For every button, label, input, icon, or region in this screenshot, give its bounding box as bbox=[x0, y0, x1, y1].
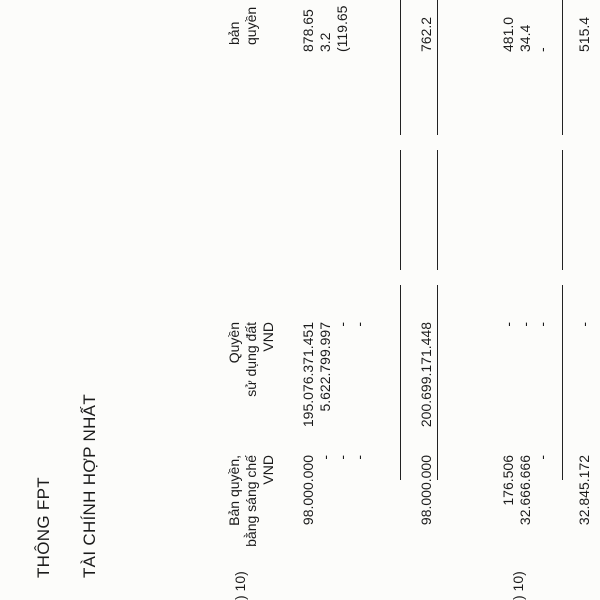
rule-8 bbox=[562, 150, 563, 270]
col1-r2: 5.622.799.997 bbox=[317, 322, 333, 412]
col2-r1: 98.000.000 bbox=[300, 455, 316, 526]
rule-1 bbox=[400, 285, 401, 480]
col3-values-a bbox=[300, 6, 351, 52]
col3-r5: 481.0 bbox=[500, 16, 516, 52]
rule-4 bbox=[437, 285, 438, 480]
col1-header-line1: Quyền bbox=[226, 322, 242, 364]
col2-total1: 98.000.000 bbox=[418, 455, 434, 526]
col3-r7: - bbox=[534, 47, 550, 52]
col1-header bbox=[226, 322, 277, 397]
col2-header-line2: bằng sáng chế bbox=[243, 455, 259, 547]
col2-values-b bbox=[500, 455, 551, 525]
col1-values-a bbox=[300, 322, 368, 427]
note-ref-2: ) 10) bbox=[510, 571, 526, 600]
col2-header-line1: Bản quyền, bbox=[226, 455, 242, 526]
statement-title-fragment: TÀI CHÍNH HỢP NHẤT bbox=[80, 393, 99, 578]
col3-total2: 515.4 bbox=[576, 16, 592, 52]
col3-r1: 878.65 bbox=[300, 9, 316, 52]
col2-header bbox=[226, 455, 277, 547]
col1-r1: 195.076.371.451 bbox=[300, 322, 316, 428]
col1-header-line2: sử dụng đất bbox=[243, 322, 259, 397]
col3-total1: 762.2 bbox=[418, 16, 434, 52]
col1-r3: - bbox=[334, 322, 350, 327]
col3-r2: 3.2 bbox=[317, 32, 333, 52]
rule-2 bbox=[400, 150, 401, 270]
col1-header-line3: VND bbox=[260, 322, 276, 352]
col2-r6: 32.666.666 bbox=[517, 455, 533, 526]
col2-values-a bbox=[300, 455, 368, 525]
col1-total2: - bbox=[576, 322, 592, 327]
col2-r3: - bbox=[334, 455, 350, 460]
col1-r6: - bbox=[517, 322, 533, 327]
rule-9 bbox=[562, 0, 563, 135]
col3-values-b bbox=[500, 17, 551, 52]
col1-r4: - bbox=[351, 322, 367, 327]
col2-r7: - bbox=[534, 455, 550, 460]
company-name-fragment: THÔNG FPT bbox=[34, 477, 53, 578]
col1-r5: - bbox=[500, 322, 516, 327]
rule-7 bbox=[562, 285, 563, 480]
col3-r4: (119.65 bbox=[334, 5, 350, 52]
col2-r4: - bbox=[351, 455, 367, 460]
col2-r5: 176.506 bbox=[500, 455, 516, 506]
col2-total2: 32.845.172 bbox=[576, 455, 592, 526]
col3-r6: 34.4 bbox=[517, 24, 533, 52]
note-ref-1: ) 10) bbox=[232, 571, 248, 600]
col1-r7: - bbox=[534, 322, 550, 327]
rule-6 bbox=[437, 0, 438, 135]
col2-r2: - bbox=[317, 455, 333, 460]
rotated-financial-statement: THÔNG FPT TÀI CHÍNH HỢP NHẤT Quyền sử dụng đất VND Bản quyền, bằng sáng chế VND bản quyền 195.076.371.451 5.622.799.997 - - 200.699.171.448 - - - - 98.000.000 - - - 98.000.000 176.506 32.666.666 - 32.845.172 878.65 3.2 (119.65 762.2 481.0 34.4 - 515.4 ) 10) ) 10) bbox=[0, 0, 600, 600]
col2-header-line3: VND bbox=[260, 455, 276, 485]
rule-5 bbox=[437, 150, 438, 270]
rule-3 bbox=[400, 0, 401, 135]
col1-total1: 200.699.171.448 bbox=[418, 322, 434, 428]
col1-values-b bbox=[500, 322, 551, 327]
